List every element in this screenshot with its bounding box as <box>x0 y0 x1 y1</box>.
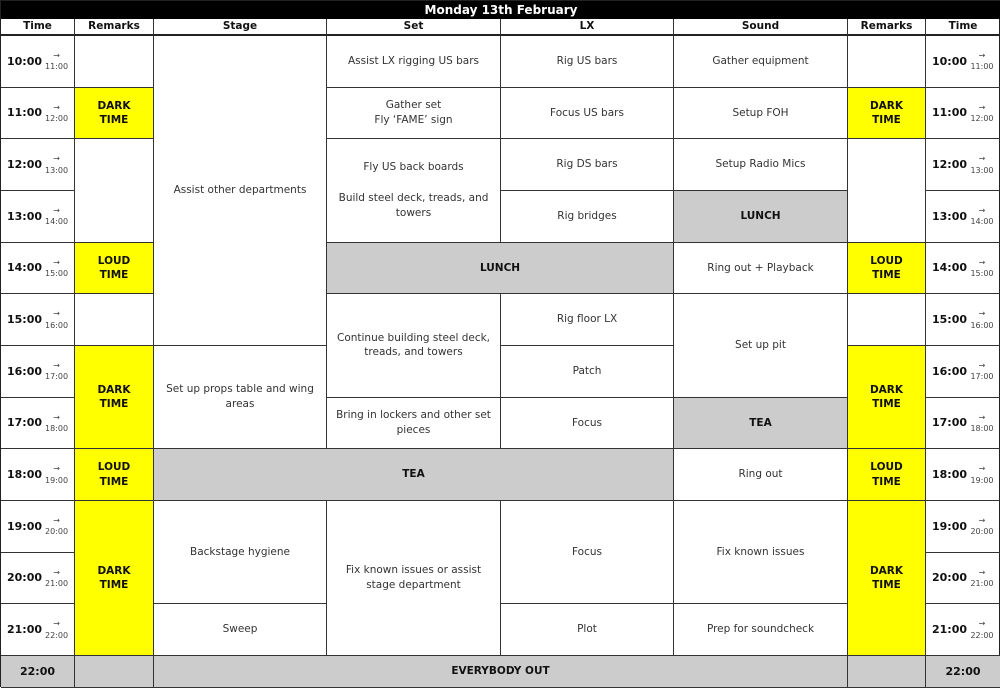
time-slot <box>1 294 75 346</box>
remarks-loud-time: LOUD TIME <box>75 449 154 501</box>
time-start: 20:00 <box>7 571 43 585</box>
set-lockers: Bring in lockers and other set pieces <box>327 398 501 450</box>
time-start: 13:00 <box>7 209 43 223</box>
time-slot <box>1 553 75 605</box>
time-end: → 12:00 <box>45 102 69 123</box>
stage-sweep: Sweep <box>154 604 327 656</box>
time-slot <box>1 398 75 450</box>
time-end: → 16:00 <box>970 309 994 330</box>
header-time-right: Time <box>926 19 1000 36</box>
time-end: → 17:00 <box>970 361 994 382</box>
lx-patch: Patch <box>501 346 674 398</box>
remarks-empty <box>75 139 154 242</box>
remarks-empty <box>75 36 154 88</box>
time-start: 15:00 <box>7 312 43 326</box>
time-start: 14:00 <box>932 261 968 275</box>
sound-pit: Set up pit <box>674 294 848 397</box>
time-start: 16:00 <box>932 364 968 378</box>
time-slot <box>926 191 1000 243</box>
header-time-left: Time <box>1 19 75 36</box>
time-start: 17:00 <box>932 416 968 430</box>
remarks-empty <box>848 294 926 346</box>
time-start: 10:00 <box>7 54 43 68</box>
time-slot <box>926 139 1000 191</box>
remarks-dark-time: DARK TIME <box>848 88 926 140</box>
header-lx: LX <box>501 19 674 36</box>
time-start: 12:00 <box>7 157 43 171</box>
set-assist-lx: Assist LX rigging US bars <box>327 36 501 88</box>
time-start: 11:00 <box>932 106 968 120</box>
time-end: → 19:00 <box>970 464 994 485</box>
time-start: 21:00 <box>932 622 968 636</box>
sound-foh: Setup FOH <box>674 88 848 140</box>
time-end: → 21:00 <box>970 567 994 588</box>
time-start: 19:00 <box>932 519 968 533</box>
time-end: → 11:00 <box>970 51 994 72</box>
sound-tea: TEA <box>674 398 848 450</box>
set-fix: Fix known issues or assist stage department <box>327 501 501 656</box>
header-remarks-left: Remarks <box>75 19 154 36</box>
end-time-right: 22:00 <box>926 656 1000 688</box>
sound-ringout: Ring out <box>674 449 848 501</box>
time-start: 20:00 <box>932 571 968 585</box>
time-slot <box>926 243 1000 295</box>
time-slot <box>926 398 1000 450</box>
remarks-dark-time: DARK TIME <box>75 88 154 140</box>
time-end: → 17:00 <box>45 361 69 382</box>
time-start: 16:00 <box>7 364 43 378</box>
time-start: 19:00 <box>7 519 43 533</box>
time-slot <box>926 346 1000 398</box>
time-slot <box>926 553 1000 605</box>
time-start: 13:00 <box>932 209 968 223</box>
time-slot <box>1 449 75 501</box>
time-end: → 12:00 <box>970 102 994 123</box>
time-end: → 22:00 <box>970 619 994 640</box>
sound-ringout-playback: Ring out + Playback <box>674 243 848 295</box>
everybody-out: EVERYBODY OUT <box>154 656 848 688</box>
time-slot <box>1 346 75 398</box>
header-remarks-right: Remarks <box>848 19 926 36</box>
tea-stage-set-lx: TEA <box>154 449 674 501</box>
lx-bridges: Rig bridges <box>501 191 674 243</box>
time-slot <box>1 139 75 191</box>
header-sound: Sound <box>674 19 848 36</box>
set-gather: Gather set Fly ‘FAME’ sign <box>327 88 501 140</box>
time-slot <box>1 88 75 140</box>
remarks-empty <box>75 294 154 346</box>
time-slot <box>926 449 1000 501</box>
time-end: → 11:00 <box>45 51 69 72</box>
time-slot <box>1 191 75 243</box>
time-slot <box>1 604 75 656</box>
end-time-left: 22:00 <box>1 656 75 688</box>
header-stage: Stage <box>154 19 327 36</box>
time-start: 18:00 <box>7 467 43 481</box>
sound-prep: Prep for soundcheck <box>674 604 848 656</box>
stage-assist: Assist other departments <box>154 36 327 346</box>
remarks-dark-time: DARK TIME <box>848 501 926 656</box>
stage-hygiene: Backstage hygiene <box>154 501 327 604</box>
time-start: 10:00 <box>932 54 968 68</box>
set-continue: Continue building steel deck, treads, and towers <box>327 294 501 397</box>
time-end: → 15:00 <box>970 257 994 278</box>
time-end: → 20:00 <box>970 516 994 537</box>
sound-gather: Gather equipment <box>674 36 848 88</box>
time-slot <box>926 294 1000 346</box>
time-slot <box>926 501 1000 553</box>
lx-plot: Plot <box>501 604 674 656</box>
time-end: → 13:00 <box>45 154 69 175</box>
time-end: → 13:00 <box>970 154 994 175</box>
time-start: 21:00 <box>7 622 43 636</box>
sound-fix: Fix known issues <box>674 501 848 604</box>
time-start: 18:00 <box>932 467 968 481</box>
time-end: → 16:00 <box>45 309 69 330</box>
time-slot <box>1 501 75 553</box>
set-fly-build: Fly US back boards Build steel deck, treads, and towers <box>327 139 501 242</box>
time-start: 11:00 <box>7 106 43 120</box>
remarks-dark-time: DARK TIME <box>75 346 154 449</box>
time-end: → 22:00 <box>45 619 69 640</box>
lx-focus-us: Focus US bars <box>501 88 674 140</box>
time-end: → 18:00 <box>970 412 994 433</box>
lx-focus: Focus <box>501 501 674 604</box>
time-slot <box>1 36 75 88</box>
time-slot <box>926 88 1000 140</box>
remarks-loud-time: LOUD TIME <box>75 243 154 295</box>
lx-focus: Focus <box>501 398 674 450</box>
lx-rig-us: Rig US bars <box>501 36 674 88</box>
remarks-loud-time: LOUD TIME <box>848 449 926 501</box>
sound-radio: Setup Radio Mics <box>674 139 848 191</box>
remarks-dark-time: DARK TIME <box>848 346 926 449</box>
time-end: → 19:00 <box>45 464 69 485</box>
schedule-title: Monday 13th February <box>1 1 1000 19</box>
time-start: 14:00 <box>7 261 43 275</box>
time-end: → 14:00 <box>970 206 994 227</box>
time-end: → 21:00 <box>45 567 69 588</box>
time-start: 17:00 <box>7 416 43 430</box>
time-slot <box>926 36 1000 88</box>
lunch-set-lx: LUNCH <box>327 243 674 295</box>
time-end: → 18:00 <box>45 412 69 433</box>
time-end: → 20:00 <box>45 516 69 537</box>
stage-props: Set up props table and wing areas <box>154 346 327 449</box>
time-end: → 15:00 <box>45 257 69 278</box>
time-start: 15:00 <box>932 312 968 326</box>
time-end: → 14:00 <box>45 206 69 227</box>
remarks-empty <box>848 36 926 88</box>
remarks-dark-time: DARK TIME <box>75 501 154 656</box>
time-slot <box>1 243 75 295</box>
lx-floor: Rig floor LX <box>501 294 674 346</box>
remarks-end <box>848 656 926 688</box>
header-set: Set <box>327 19 501 36</box>
remarks-loud-time: LOUD TIME <box>848 243 926 295</box>
sound-lunch: LUNCH <box>674 191 848 243</box>
remarks-end <box>75 656 154 688</box>
remarks-empty <box>848 139 926 242</box>
time-slot <box>926 604 1000 656</box>
time-start: 12:00 <box>932 157 968 171</box>
lx-rig-ds: Rig DS bars <box>501 139 674 191</box>
